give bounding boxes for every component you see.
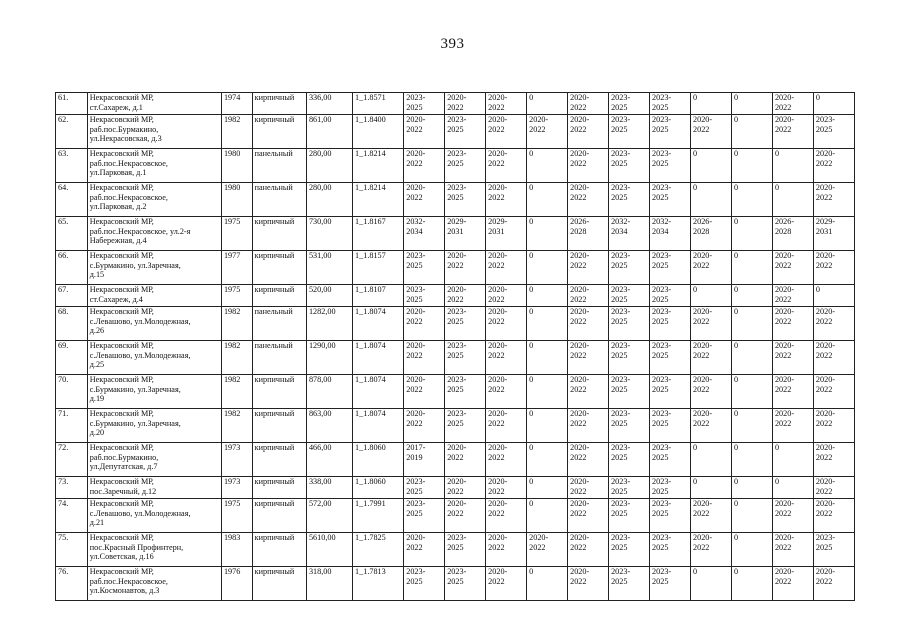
cell-period-3: 2020- 2022 [486,115,527,149]
cell-period-6: 2023- 2025 [609,115,650,149]
cell-period-11: 0 [813,93,854,115]
cell-period-3: 2020- 2022 [486,93,527,115]
cell-period-2: 2023- 2025 [445,409,486,443]
cell-period-10: 0 [772,149,813,183]
cell-period-5: 2020- 2022 [568,499,609,533]
cell-period-8: 2020- 2022 [691,115,732,149]
cell-row-number: 76. [56,567,88,601]
cell-area: 863,00 [306,409,352,443]
cell-period-10: 2026- 2028 [772,217,813,251]
cell-priority-index: 1_1.8571 [353,93,404,115]
cell-period-1: 2020- 2022 [404,341,445,375]
table-row [56,477,855,499]
cell-row-number: 67. [56,285,88,307]
cell-area: 520,00 [306,285,352,307]
cell-period-2: 2020- 2022 [445,93,486,115]
table-row [56,149,855,183]
cell-period-5: 2020- 2022 [568,307,609,341]
cell-wall-material: кирпичный [252,375,306,409]
housing-register-table [55,92,855,601]
table-row [56,443,855,477]
cell-period-8: 2020- 2022 [691,499,732,533]
cell-build-year: 1975 [221,499,252,533]
cell-period-11: 2029- 2031 [813,217,854,251]
cell-period-10: 2020- 2022 [772,567,813,601]
cell-period-1: 2020- 2022 [404,375,445,409]
cell-row-number: 61. [56,93,88,115]
cell-priority-index: 1_1.8060 [353,443,404,477]
cell-area: 730,00 [306,217,352,251]
cell-period-1: 2020- 2022 [404,409,445,443]
table-row [56,307,855,341]
table-row [56,533,855,567]
cell-period-3: 2020- 2022 [486,149,527,183]
cell-period-9: 0 [731,217,772,251]
cell-address: Некрасовский МР, с.Левашово, ул.Молодежная, д.26 [87,307,221,341]
cell-period-5: 2020- 2022 [568,115,609,149]
cell-build-year: 1973 [221,477,252,499]
cell-wall-material: кирпичный [252,567,306,601]
cell-period-7: 2023- 2025 [650,409,691,443]
cell-address: Некрасовский МР, раб.пос.Бурмакино, ул.Некрасовская, д.3 [87,115,221,149]
cell-period-5: 2020- 2022 [568,341,609,375]
cell-period-11: 2020- 2022 [813,443,854,477]
cell-wall-material: панельный [252,183,306,217]
cell-period-11: 2020- 2022 [813,409,854,443]
cell-period-3: 2020- 2022 [486,443,527,477]
cell-wall-material: панельный [252,307,306,341]
cell-priority-index: 1_1.8074 [353,375,404,409]
cell-priority-index: 1_1.7825 [353,533,404,567]
cell-row-number: 72. [56,443,88,477]
cell-period-11: 2020- 2022 [813,307,854,341]
cell-period-6: 2023- 2025 [609,285,650,307]
cell-row-number: 70. [56,375,88,409]
cell-period-6: 2023- 2025 [609,409,650,443]
cell-period-8: 2020- 2022 [691,409,732,443]
cell-period-2: 2020- 2022 [445,477,486,499]
cell-period-10: 2020- 2022 [772,93,813,115]
cell-period-3: 2020- 2022 [486,567,527,601]
cell-row-number: 75. [56,533,88,567]
cell-build-year: 1973 [221,443,252,477]
cell-period-6: 2032- 2034 [609,217,650,251]
cell-period-5: 2020- 2022 [568,567,609,601]
cell-period-8: 0 [691,567,732,601]
cell-address: Некрасовский МР, раб.пос.Некрасовское, ул.Парковая, д.2 [87,183,221,217]
cell-period-10: 2020- 2022 [772,499,813,533]
cell-wall-material: кирпичный [252,477,306,499]
cell-period-7: 2023- 2025 [650,251,691,285]
cell-period-3: 2020- 2022 [486,499,527,533]
cell-period-4: 0 [527,477,568,499]
cell-period-4: 0 [527,341,568,375]
cell-period-1: 2023- 2025 [404,567,445,601]
cell-period-2: 2023- 2025 [445,567,486,601]
cell-period-2: 2023- 2025 [445,307,486,341]
cell-period-5: 2026- 2028 [568,217,609,251]
cell-period-6: 2023- 2025 [609,307,650,341]
cell-period-3: 2020- 2022 [486,307,527,341]
cell-period-6: 2023- 2025 [609,533,650,567]
cell-period-4: 0 [527,567,568,601]
cell-period-7: 2023- 2025 [650,285,691,307]
cell-period-1: 2020- 2022 [404,115,445,149]
table-row [56,115,855,149]
cell-period-4: 0 [527,307,568,341]
cell-period-8: 0 [691,149,732,183]
cell-period-1: 2020- 2022 [404,307,445,341]
cell-row-number: 66. [56,251,88,285]
cell-period-7: 2023- 2025 [650,443,691,477]
cell-address: Некрасовский МР, раб.пос.Некрасовское, ул.Парковая, д.1 [87,149,221,183]
cell-period-4: 0 [527,285,568,307]
cell-row-number: 65. [56,217,88,251]
cell-build-year: 1980 [221,149,252,183]
cell-row-number: 68. [56,307,88,341]
cell-period-4: 0 [527,149,568,183]
cell-period-5: 2020- 2022 [568,443,609,477]
cell-period-7: 2032- 2034 [650,217,691,251]
cell-period-11: 2020- 2022 [813,341,854,375]
cell-wall-material: кирпичный [252,251,306,285]
cell-area: 466,00 [306,443,352,477]
cell-period-4: 0 [527,375,568,409]
cell-period-10: 2020- 2022 [772,307,813,341]
cell-period-11: 2023- 2025 [813,533,854,567]
page-number: 393 [440,36,465,52]
cell-address: Некрасовский МР, ст.Сахареж, д.4 [87,285,221,307]
table-body [56,93,855,601]
cell-period-11: 2020- 2022 [813,375,854,409]
cell-period-4: 2020- 2022 [527,533,568,567]
cell-period-8: 0 [691,285,732,307]
cell-period-6: 2023- 2025 [609,93,650,115]
cell-period-1: 2017- 2019 [404,443,445,477]
cell-wall-material: панельный [252,341,306,375]
cell-row-number: 69. [56,341,88,375]
cell-row-number: 63. [56,149,88,183]
cell-address: Некрасовский МР, раб.пос.Бурмакино, ул.Депутатская, д.7 [87,443,221,477]
cell-period-3: 2020- 2022 [486,477,527,499]
cell-priority-index: 1_1.8214 [353,149,404,183]
cell-period-8: 0 [691,93,732,115]
table-row [56,375,855,409]
table-row [56,93,855,115]
cell-period-8: 2020- 2022 [691,251,732,285]
cell-period-5: 2020- 2022 [568,149,609,183]
cell-area: 280,00 [306,149,352,183]
cell-address: Некрасовский МР, ст.Сахареж, д.1 [87,93,221,115]
cell-period-3: 2020- 2022 [486,251,527,285]
cell-period-1: 2023- 2025 [404,251,445,285]
cell-build-year: 1982 [221,341,252,375]
cell-area: 5610,00 [306,533,352,567]
cell-area: 318,00 [306,567,352,601]
cell-address: Некрасовский МР, с.Бурмакино, ул.Заречная, д.15 [87,251,221,285]
cell-row-number: 62. [56,115,88,149]
cell-period-2: 2023- 2025 [445,533,486,567]
cell-period-6: 2023- 2025 [609,251,650,285]
cell-period-7: 2023- 2025 [650,149,691,183]
cell-period-3: 2020- 2022 [486,409,527,443]
cell-priority-index: 1_1.8074 [353,307,404,341]
cell-priority-index: 1_1.8074 [353,409,404,443]
cell-wall-material: панельный [252,149,306,183]
table-row [56,567,855,601]
cell-period-6: 2023- 2025 [609,149,650,183]
cell-period-9: 0 [731,499,772,533]
cell-period-4: 0 [527,443,568,477]
cell-period-2: 2020- 2022 [445,443,486,477]
cell-period-10: 0 [772,183,813,217]
cell-address: Некрасовский МР, пос.Заречный, д.12 [87,477,221,499]
cell-period-8: 2020- 2022 [691,307,732,341]
cell-address: Некрасовский МР, с.Левашово, ул.Молодежная, д.25 [87,341,221,375]
cell-period-9: 0 [731,115,772,149]
cell-area: 336,00 [306,93,352,115]
cell-period-1: 2023- 2025 [404,499,445,533]
cell-period-4: 0 [527,217,568,251]
cell-period-2: 2020- 2022 [445,285,486,307]
cell-period-4: 0 [527,409,568,443]
cell-period-9: 0 [731,567,772,601]
cell-period-8: 2020- 2022 [691,533,732,567]
cell-area: 1282,00 [306,307,352,341]
cell-period-11: 2020- 2022 [813,567,854,601]
cell-area: 878,00 [306,375,352,409]
cell-priority-index: 1_1.8060 [353,477,404,499]
cell-period-11: 2020- 2022 [813,149,854,183]
cell-build-year: 1982 [221,375,252,409]
cell-period-2: 2020- 2022 [445,499,486,533]
cell-period-8: 0 [691,477,732,499]
cell-period-1: 2023- 2025 [404,93,445,115]
cell-period-6: 2023- 2025 [609,183,650,217]
cell-priority-index: 1_1.8167 [353,217,404,251]
cell-period-9: 0 [731,341,772,375]
cell-build-year: 1975 [221,285,252,307]
cell-period-7: 2023- 2025 [650,533,691,567]
cell-priority-index: 1_1.8400 [353,115,404,149]
cell-period-2: 2020- 2022 [445,251,486,285]
cell-period-6: 2023- 2025 [609,477,650,499]
cell-period-10: 2020- 2022 [772,341,813,375]
cell-period-3: 2020- 2022 [486,533,527,567]
table-row [56,499,855,533]
cell-period-7: 2023- 2025 [650,499,691,533]
cell-priority-index: 1_1.8157 [353,251,404,285]
cell-period-8: 2026- 2028 [691,217,732,251]
cell-wall-material: кирпичный [252,115,306,149]
cell-period-5: 2020- 2022 [568,533,609,567]
cell-period-11: 2020- 2022 [813,477,854,499]
table-row [56,183,855,217]
cell-period-9: 0 [731,93,772,115]
cell-period-7: 2023- 2025 [650,477,691,499]
cell-period-6: 2023- 2025 [609,499,650,533]
cell-period-7: 2023- 2025 [650,307,691,341]
cell-area: 531,00 [306,251,352,285]
cell-period-11: 2020- 2022 [813,183,854,217]
cell-area: 572,00 [306,499,352,533]
cell-address: Некрасовский МР, раб.пос.Некрасовское, ул.2-я Набережная, д.4 [87,217,221,251]
cell-build-year: 1982 [221,409,252,443]
cell-period-1: 2023- 2025 [404,285,445,307]
cell-period-6: 2023- 2025 [609,443,650,477]
cell-row-number: 64. [56,183,88,217]
cell-wall-material: кирпичный [252,409,306,443]
cell-period-10: 0 [772,443,813,477]
cell-priority-index: 1_1.7991 [353,499,404,533]
cell-period-5: 2020- 2022 [568,93,609,115]
cell-period-1: 2032- 2034 [404,217,445,251]
cell-period-9: 0 [731,477,772,499]
cell-wall-material: кирпичный [252,533,306,567]
cell-build-year: 1982 [221,115,252,149]
cell-period-5: 2020- 2022 [568,409,609,443]
cell-address: Некрасовский МР, с.Левашово, ул.Молодежная, д.21 [87,499,221,533]
cell-period-2: 2029- 2031 [445,217,486,251]
cell-period-5: 2020- 2022 [568,285,609,307]
cell-wall-material: кирпичный [252,443,306,477]
cell-priority-index: 1_1.8107 [353,285,404,307]
cell-period-10: 2020- 2022 [772,285,813,307]
cell-period-9: 0 [731,149,772,183]
cell-period-7: 2023- 2025 [650,93,691,115]
cell-priority-index: 1_1.7813 [353,567,404,601]
cell-period-9: 0 [731,183,772,217]
cell-build-year: 1982 [221,307,252,341]
cell-wall-material: кирпичный [252,217,306,251]
cell-build-year: 1975 [221,217,252,251]
cell-address: Некрасовский МР, раб.пос.Некрасовское, ул.Космонавтов, д.3 [87,567,221,601]
cell-period-8: 2020- 2022 [691,375,732,409]
cell-wall-material: кирпичный [252,285,306,307]
cell-period-5: 2020- 2022 [568,183,609,217]
cell-period-7: 2023- 2025 [650,567,691,601]
cell-period-11: 2020- 2022 [813,251,854,285]
cell-period-10: 2020- 2022 [772,251,813,285]
cell-address: Некрасовский МР, с.Бурмакино, ул.Заречная, д.19 [87,375,221,409]
cell-period-10: 2020- 2022 [772,375,813,409]
cell-period-1: 2020- 2022 [404,533,445,567]
cell-period-2: 2023- 2025 [445,149,486,183]
cell-row-number: 74. [56,499,88,533]
table-row [56,341,855,375]
cell-period-6: 2023- 2025 [609,567,650,601]
cell-wall-material: кирпичный [252,499,306,533]
cell-period-1: 2020- 2022 [404,183,445,217]
table-row [56,285,855,307]
cell-period-9: 0 [731,375,772,409]
cell-period-11: 2023- 2025 [813,115,854,149]
cell-period-8: 2020- 2022 [691,341,732,375]
cell-period-3: 2020- 2022 [486,341,527,375]
cell-address: Некрасовский МР, пос.Красный Профинтерн, ул.Советская, д.16 [87,533,221,567]
cell-build-year: 1977 [221,251,252,285]
cell-period-9: 0 [731,533,772,567]
table-row [56,251,855,285]
cell-period-4: 0 [527,93,568,115]
cell-period-10: 2020- 2022 [772,533,813,567]
cell-period-9: 0 [731,307,772,341]
cell-period-3: 2029- 2031 [486,217,527,251]
cell-area: 861,00 [306,115,352,149]
cell-build-year: 1980 [221,183,252,217]
cell-period-7: 2023- 2025 [650,341,691,375]
table-row [56,409,855,443]
cell-period-6: 2023- 2025 [609,375,650,409]
cell-period-4: 0 [527,251,568,285]
cell-period-3: 2020- 2022 [486,183,527,217]
cell-address: Некрасовский МР, с.Бурмакино, ул.Заречная, д.20 [87,409,221,443]
cell-period-10: 2020- 2022 [772,115,813,149]
table-row [56,217,855,251]
cell-period-5: 2020- 2022 [568,477,609,499]
cell-build-year: 1976 [221,567,252,601]
cell-period-9: 0 [731,409,772,443]
cell-wall-material: кирпичный [252,93,306,115]
cell-period-9: 0 [731,443,772,477]
cell-priority-index: 1_1.8214 [353,183,404,217]
cell-period-2: 2023- 2025 [445,115,486,149]
cell-period-8: 0 [691,443,732,477]
cell-period-3: 2020- 2022 [486,375,527,409]
cell-period-9: 0 [731,251,772,285]
cell-period-7: 2023- 2025 [650,115,691,149]
cell-period-9: 0 [731,285,772,307]
cell-period-3: 2020- 2022 [486,285,527,307]
cell-area: 1290,00 [306,341,352,375]
cell-period-11: 0 [813,285,854,307]
cell-period-1: 2020- 2022 [404,149,445,183]
cell-period-8: 0 [691,183,732,217]
cell-period-5: 2020- 2022 [568,251,609,285]
cell-period-1: 2023- 2025 [404,477,445,499]
cell-period-6: 2023- 2025 [609,341,650,375]
cell-area: 280,00 [306,183,352,217]
cell-period-4: 2020- 2022 [527,115,568,149]
cell-row-number: 73. [56,477,88,499]
cell-period-2: 2023- 2025 [445,375,486,409]
cell-row-number: 71. [56,409,88,443]
cell-period-4: 0 [527,499,568,533]
cell-build-year: 1983 [221,533,252,567]
cell-period-2: 2023- 2025 [445,183,486,217]
cell-period-10: 2020- 2022 [772,409,813,443]
cell-period-2: 2023- 2025 [445,341,486,375]
cell-period-10: 0 [772,477,813,499]
cell-period-4: 0 [527,183,568,217]
cell-priority-index: 1_1.8074 [353,341,404,375]
cell-period-7: 2023- 2025 [650,375,691,409]
cell-period-7: 2023- 2025 [650,183,691,217]
cell-area: 338,00 [306,477,352,499]
cell-period-5: 2020- 2022 [568,375,609,409]
cell-build-year: 1974 [221,93,252,115]
cell-period-11: 2020- 2022 [813,499,854,533]
